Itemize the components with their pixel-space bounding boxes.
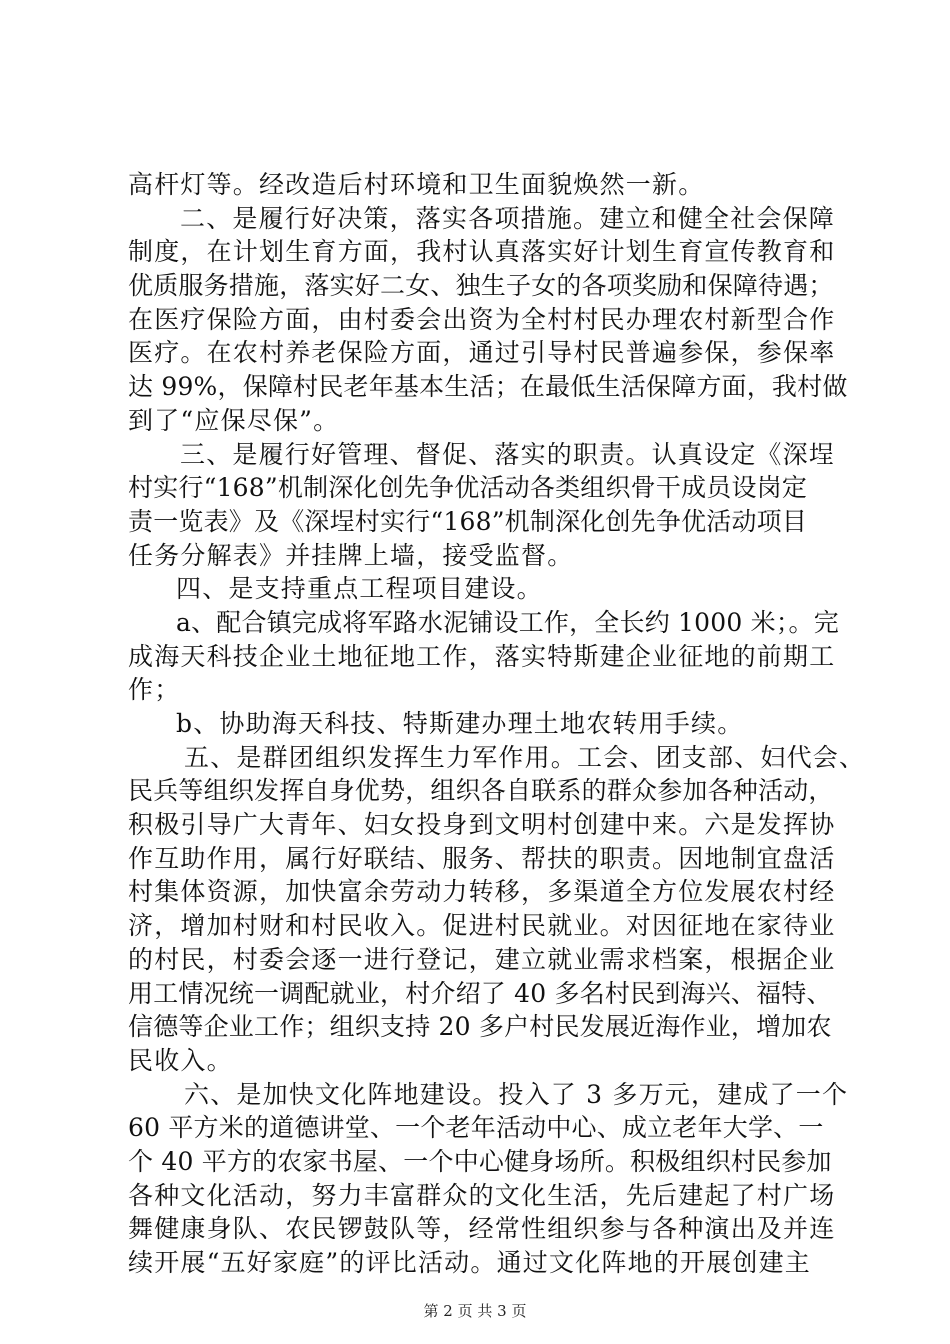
list-item-a: a、配合镇完成将军路水泥铺设工作，全长约 1000 米；。完 bbox=[176, 607, 839, 637]
text-line: 各种文化活动，努力丰富群众的文化生活，先后建起了村广场 bbox=[128, 1180, 836, 1210]
text-line: 村实行“168”机制深化创先争优活动各类组织骨干成员设岗定 bbox=[128, 473, 808, 503]
text-line: 责一览表》及《深埕村实行“168”机制深化创先争优活动项目 bbox=[128, 506, 808, 536]
paragraph-heading-5: 五、是群团组织发挥生力军作用。工会、团支部、妇代会、 bbox=[184, 742, 866, 772]
text-line: 民兵等组织发挥自身优势，组织各自联系的群众参加各种活动， bbox=[128, 776, 834, 806]
text-line: 成海天科技企业土地征地工作，落实特斯建企业征地的前期工 bbox=[128, 641, 836, 671]
text-line: 个 40 平方的农家书屋、一个中心健身场所。积极组织村民参加 bbox=[128, 1146, 832, 1176]
text-line: 舞健康身队、农民锣鼓队等，经常性组织参与各种演出及并连 bbox=[128, 1214, 836, 1244]
text-line: 济，增加村财和村民收入。促进村民就业。对因征地在家待业 bbox=[128, 911, 836, 941]
text-line: 民收入。 bbox=[128, 1045, 233, 1075]
paragraph-heading-2: 二、是履行好决策，落实各项措施。建立和健全社会保障 bbox=[180, 203, 836, 233]
text-line: 制度，在计划生育方面，我村认真落实好计划生育宣传教育和 bbox=[128, 237, 836, 267]
text-line: 信德等企业工作；组织支持 20 多户村民发展近海作业，增加农 bbox=[128, 1012, 832, 1042]
text-line: 60 平方米的道德讲堂、一个老年活动中心、成立老年大学、一 bbox=[128, 1113, 824, 1143]
text-line: 的村民，村委会逐一进行登记，建立就业需求档案，根据企业 bbox=[128, 944, 836, 974]
text-line: 续开展“五好家庭”的评比活动。通过文化阵地的开展创建主 bbox=[128, 1248, 811, 1277]
text-line: 村集体资源，加快富余劳动力转移，多渠道全方位发展农村经 bbox=[128, 877, 836, 907]
text-line: 优质服务措施，落实好二女、独生子女的各项奖励和保障待遇； bbox=[128, 271, 834, 301]
text-line: 高杆灯等。经改造后村环境和卫生面貌焕然一新。 bbox=[128, 170, 705, 199]
text-line: 达 99%，保障村民老年基本生活；在最低生活保障方面，我村做 bbox=[128, 372, 848, 402]
paragraph-heading-4: 四、是支持重点工程项目建设。 bbox=[176, 574, 543, 604]
text-line: 在医疗保险方面，由村委会出资为全村村民办理农村新型合作 bbox=[128, 304, 836, 334]
paragraph-heading-3: 三、是履行好管理、督促、落实的职责。认真设定《深埕 bbox=[180, 439, 836, 469]
page-number-footer: 第 2 页 共 3 页 bbox=[423, 1302, 527, 1320]
text-line: 作； bbox=[128, 675, 181, 705]
text-line: 医疗。在农村养老保险方面，通过引导村民普遍参保，参保率 bbox=[128, 338, 836, 368]
paragraph-heading-6: 六、是加快文化阵地建设。投入了 3 多万元，建成了一个 bbox=[184, 1079, 849, 1109]
text-line: 作互助作用，属行好联结、服务、帮扶的职责。因地制宜盘活 bbox=[128, 843, 836, 873]
document-body bbox=[128, 168, 866, 1280]
text-line: 到了“应保尽保”。 bbox=[128, 405, 340, 435]
text-line: 积极引导广大青年、妇女投身到文明村创建中来。六是发挥协 bbox=[128, 810, 836, 840]
text-line: 用工情况统一调配就业，村介绍了 40 多名村民到海兴、福特、 bbox=[128, 978, 832, 1008]
list-item-b: b、协助海天科技、特斯建办理土地农转用手续。 bbox=[176, 709, 744, 738]
text-line: 任务分解表》并挂牌上墙，接受监督。 bbox=[128, 540, 574, 570]
